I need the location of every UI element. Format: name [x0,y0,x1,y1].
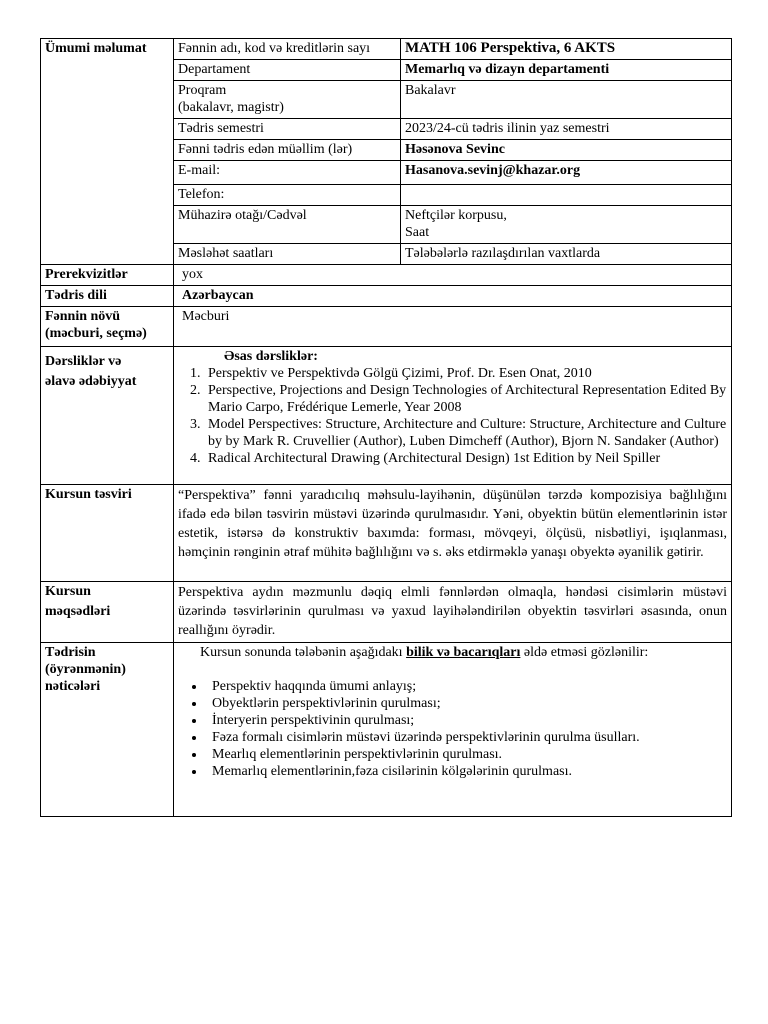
description-text: “Perspektiva” fənni yaradıcılıq məhsulu-layihənin, düşünülən tərzdə kompozisiya bağlılığını ifadə edə bilən təsvirin müstəvi üzərində qurulmasıdır. Yəni, obyektin bütün elementlərinin istər estetik, istərsə də konstruktiv baxımda: forması, mövqeyi, ölçüsü, nisbətliyi, işıqlanması, həmçinin rənginin ətraf mühitə bağlılığını və s. əks etdirməklə yanaşı obyektə əyanilik gətirir. [174,485,732,582]
list-item: • Mearlıq elementlərinin perspektivlərinin qurulması. [206,746,727,763]
goals-text: Perspektiva aydın məzmunlu dəqiq elmli fənnlərdən olmaqla, həndəsi cisimlərin müstəvi üzərində təsvirlərinin qurulması və yaxud layihələndirilən obyektin təsvirləri əsasında, onun reallığını öyrədir. [174,582,732,643]
phone-value [401,185,732,206]
department-key: Departament [174,60,401,81]
department-value: Memarlıq və dizayn departamenti [401,60,732,81]
literature-cell [174,347,732,485]
syllabus-table [40,38,732,817]
list-item: • Perspektiv haqqında ümumi anlayış; [206,678,727,695]
program-value: Bakalavr [401,81,732,119]
literature-list [178,365,727,467]
list-item: 2. Perspective, Projections and Design Technologies of Architectural Representation Edited By Mario Carpo, Frédérique Lemerle, Year 2008 [204,382,727,416]
table-row [41,307,732,347]
table-row [41,582,732,643]
outcomes-list [178,678,727,780]
goals-label-line2: məqsədləri [45,604,111,619]
program-key [174,81,401,119]
literature-label [41,347,174,485]
literature-label-line2: əlavə ədəbiyyat [45,374,137,389]
table-row [41,643,732,817]
language-value: Azərbaycan [174,286,732,307]
syllabus-page [40,38,731,817]
phone-key: Telefon: [174,185,401,206]
table-row [41,286,732,307]
program-key-line2: (bakalavr, magistr) [178,100,284,115]
course-name-key: Fənnin adı, kod və kreditlərin sayı [174,39,401,60]
course-name-value: MATH 106 Perspektiva, 6 AKTS [401,39,732,60]
list-item: 4. Radical Architectural Drawing (Architectural Design) 1st Edition by Neil Spiller [204,450,727,467]
goals-label [41,582,174,643]
outcomes-cell [174,643,732,817]
table-row [41,347,732,485]
list-item: • Obyektlərin perspektivlərinin qurulması; [206,695,727,712]
general-info-label: Ümumi məlumat [41,39,174,265]
program-key-line1: Proqram [178,83,227,98]
goals-label-line1: Kursun [45,584,91,599]
prereq-value: yox [174,265,732,286]
office-hours-key: Məsləhət saatları [174,244,401,265]
list-item: 3. Model Perspectives: Structure, Architecture and Culture: Structure, Architecture and Culture by by Mark R. Cruvellier (Author), Luben Dimcheff (Author), Bjorn N. Sandaker (Author) [204,416,727,450]
office-hours-value: Tələbələrlə razılaşdırılan vaxtlarda [401,244,732,265]
outcomes-label-line2: (öyrənmənin) [45,662,126,677]
email-value: Hasanova.sevinj@khazar.org [401,161,732,185]
list-item: • Memarlıq elementlərinin,fəza cisilərinin kölgələrinin qurulması. [206,763,727,780]
literature-heading: Əsas dərsliklər: [224,349,318,364]
list-item: • Fəza formalı cisimlərin müstəvi üzərində perspektivlərinin qurulma üsulları. [206,729,727,746]
course-type-label [41,307,174,347]
instructor-key: Fənni tədris edən müəllim (lər) [174,140,401,161]
prereq-label: Prerekvizitlər [41,265,174,286]
language-label: Tədris dili [41,286,174,307]
literature-label-line1: Dərsliklər və [45,354,122,369]
table-row [41,485,732,582]
semester-key: Tədris semestri [174,119,401,140]
outcomes-intro [178,644,727,661]
course-type-label-line2: (məcburi, seçmə) [45,326,147,341]
room-key: Mühazirə otağı/Cədvəl [174,206,401,244]
outcomes-intro-after: əldə etməsi gözlənilir: [520,645,649,660]
outcomes-label [41,643,174,817]
course-type-value: Məcburi [174,307,732,347]
email-key: E-mail: [174,161,401,185]
semester-value: 2023/24-cü tədris ilinin yaz semestri [401,119,732,140]
room-value-line2: Saat [405,225,430,240]
outcomes-label-line1: Tədrisin [45,645,96,660]
table-row [41,265,732,286]
room-value-line1: Neftçilər korpusu, [405,208,507,223]
description-label: Kursun təsviri [41,485,174,582]
outcomes-label-line3: nəticələri [45,679,101,694]
course-type-label-line1: Fənnin növü [45,309,121,324]
table-row [41,39,732,60]
list-item: • İnteryerin perspektivinin qurulması; [206,712,727,729]
list-item: 1. Perspektiv ve Perspektivdə Gölgü Çizimi, Prof. Dr. Esen Onat, 2010 [204,365,727,382]
room-value [401,206,732,244]
instructor-value: Həsənova Sevinc [401,140,732,161]
outcomes-intro-before: Kursun sonunda tələbənin aşağıdakı [200,645,407,660]
outcomes-intro-emphasis: bilik və bacarıqları [406,645,521,660]
